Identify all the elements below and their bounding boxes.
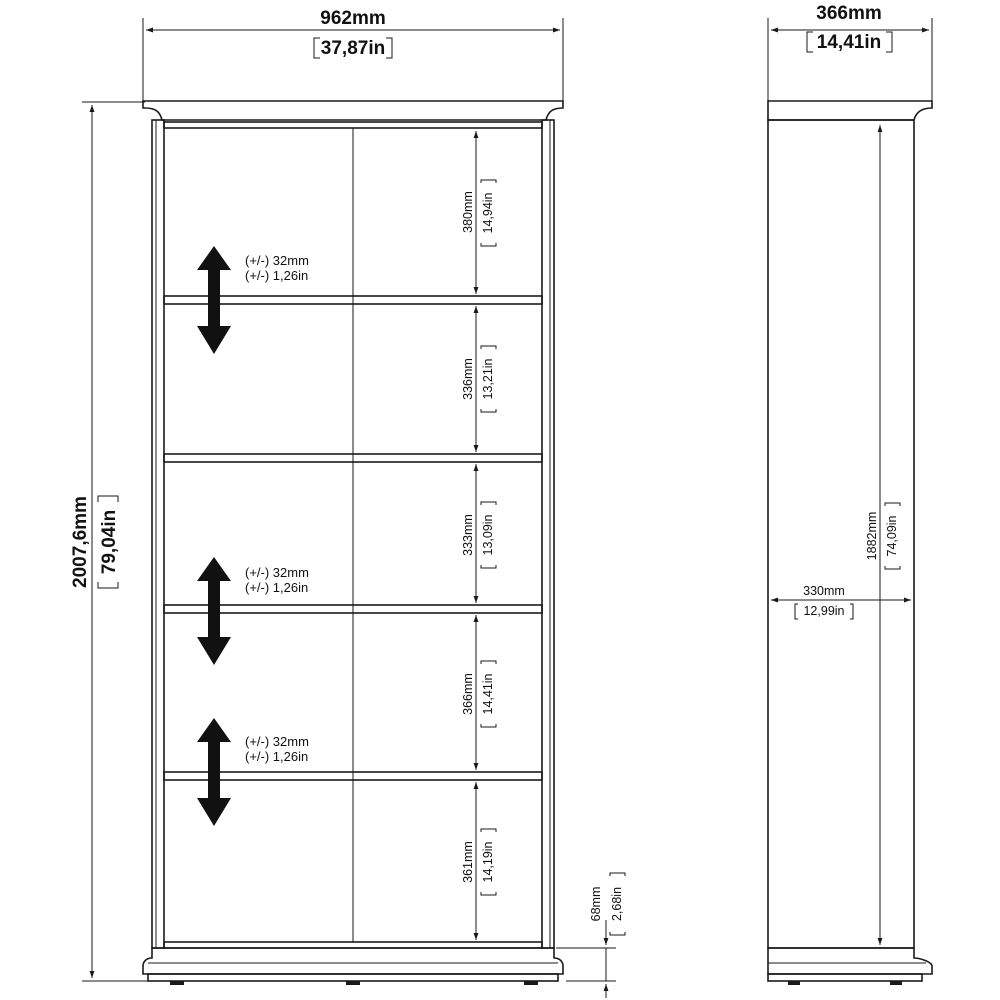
base-height-mm: 68mm: [589, 886, 603, 922]
side-foot-back: [890, 981, 902, 985]
compartment-4-in: 14,41in: [481, 673, 495, 715]
top-board: [164, 122, 542, 128]
compartment-5-mm: 361mm: [461, 841, 475, 883]
shelf-adjust-1: [197, 246, 309, 354]
cabinet-crown: [143, 101, 563, 120]
compartment-2-in: 13,21in: [481, 358, 495, 400]
adjust-2-in: (+/-) 1,26in: [245, 580, 309, 595]
compartment-2-mm: 336mm: [461, 358, 475, 400]
compartment-1-mm: 380mm: [461, 191, 475, 233]
double-arrow-icon: [197, 557, 231, 665]
cabinet-plinth: [143, 948, 563, 974]
adjust-2-mm: (+/-) 32mm: [245, 565, 309, 580]
side-view: [768, 3, 932, 985]
adjust-3-mm: (+/-) 32mm: [245, 734, 309, 749]
foot-center: [346, 981, 360, 985]
height-mm-label: 2007,6mm: [70, 496, 91, 588]
inner-height-in: 74,09in: [885, 515, 899, 557]
compartment-3-in: 13,09in: [481, 514, 495, 556]
side-foot-front: [788, 981, 800, 985]
double-arrow-icon: [197, 246, 231, 354]
plinth-base: [148, 974, 558, 981]
cabinet-side-left: [152, 120, 164, 948]
adjust-1-mm: (+/-) 32mm: [245, 253, 309, 268]
side-plinth-base: [768, 974, 922, 981]
side-crown: [768, 101, 932, 120]
compartment-4-mm: 366mm: [461, 673, 475, 715]
side-plinth: [768, 948, 932, 974]
width-inch-label: 37,87in: [320, 38, 386, 59]
bottom-board: [164, 942, 542, 948]
height-inch-label: 79,04in: [99, 509, 120, 575]
inner-height-mm: 1882mm: [865, 511, 879, 561]
compartment-3-mm: 333mm: [461, 514, 475, 556]
adjust-1-in: (+/-) 1,26in: [245, 268, 309, 283]
foot-right: [524, 981, 538, 985]
shelf-adjust-2: [197, 557, 309, 665]
foot-left: [170, 981, 184, 985]
depth-mm-label: 366mm: [816, 3, 882, 24]
front-view: [70, 8, 625, 998]
adjust-3-in: (+/-) 1,26in: [245, 749, 309, 764]
inner-depth-in: 12,99in: [803, 604, 845, 618]
cabinet-side-right: [542, 120, 554, 948]
inner-depth-mm: 330mm: [803, 584, 845, 598]
compartment-5-in: 14,19in: [481, 841, 495, 883]
compartment-1-in: 14,94in: [481, 192, 495, 234]
width-mm-label: 962mm: [320, 8, 386, 29]
base-height-in: 2,68in: [610, 886, 624, 922]
compartment-dimensions: [461, 131, 496, 940]
depth-inch-label: 14,41in: [816, 32, 882, 53]
